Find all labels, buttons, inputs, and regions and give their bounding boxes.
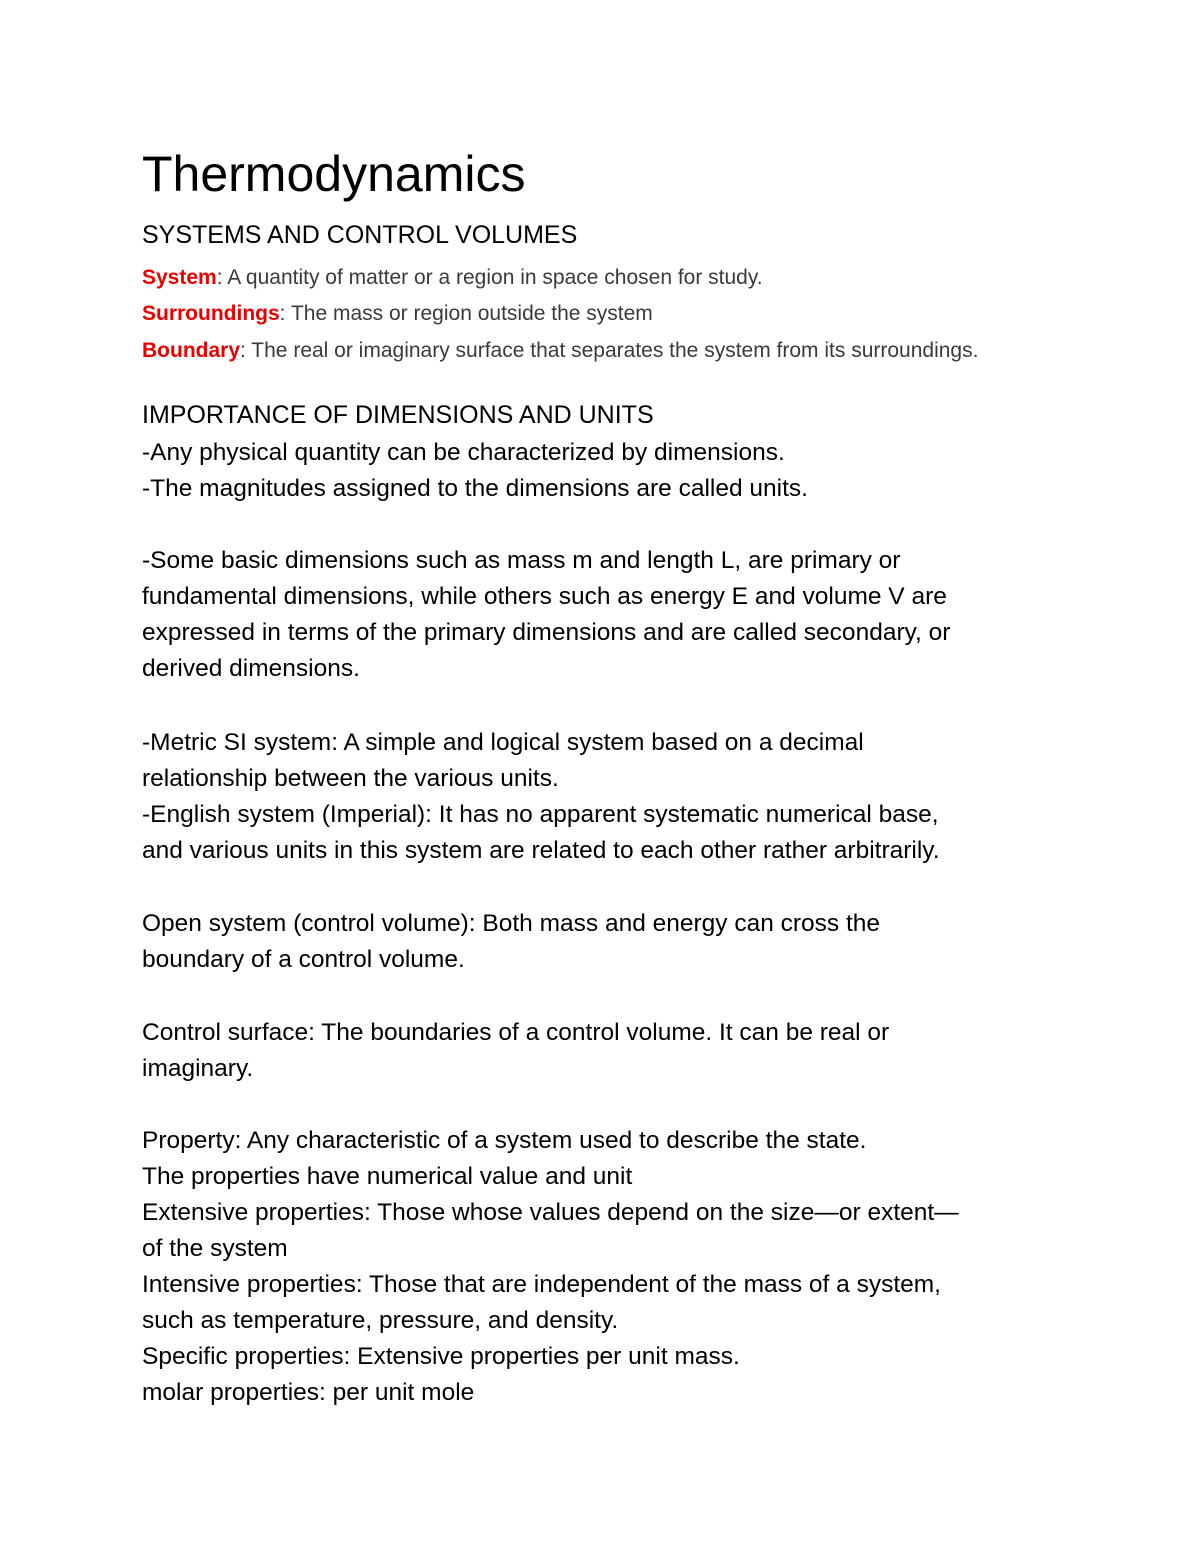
paragraph-open-system bbox=[142, 906, 1082, 978]
text-line: boundary of a control volume. bbox=[142, 946, 465, 973]
definition-surroundings bbox=[142, 302, 1002, 326]
definition-text: : A quantity of matter or a region in space chosen for study. bbox=[216, 266, 763, 289]
text-line: Open system (control volume): Both mass and energy can cross the bbox=[142, 910, 881, 937]
paragraph-unit-systems bbox=[142, 725, 1082, 869]
definition-term: System bbox=[142, 266, 217, 289]
text-line: derived dimensions. bbox=[142, 655, 360, 682]
text-line: Intensive properties: Those that are independent of the mass of a system, bbox=[142, 1271, 941, 1298]
text-line: Control surface: The boundaries of a control volume. It can be real or bbox=[142, 1019, 890, 1046]
section-heading-systems: SYSTEMS AND CONTROL VOLUMES bbox=[142, 221, 578, 249]
text-line: -Any physical quantity can be characterized by dimensions. bbox=[142, 439, 785, 466]
text-line: -Metric SI system: A simple and logical system based on a decimal bbox=[142, 729, 864, 756]
text-line: and various units in this system are related to each other rather arbitrarily. bbox=[142, 837, 940, 864]
text-line: imaginary. bbox=[142, 1055, 254, 1082]
text-line: Specific properties: Extensive properties per unit mass. bbox=[142, 1343, 740, 1370]
definition-term: Boundary bbox=[142, 339, 241, 362]
text-line: -English system (Imperial): It has no apparent systematic numerical base, bbox=[142, 801, 939, 828]
section-heading-dimensions: IMPORTANCE OF DIMENSIONS AND UNITS bbox=[142, 401, 654, 429]
text-line: expressed in terms of the primary dimensions and are called secondary, or bbox=[142, 619, 951, 646]
text-line: molar properties: per unit mole bbox=[142, 1379, 475, 1406]
text-line: fundamental dimensions, while others such as energy E and volume V are bbox=[142, 583, 947, 610]
definition-text: : The real or imaginary surface that separates the system from its surroundings. bbox=[240, 339, 979, 362]
document-title: Thermodynamics bbox=[142, 146, 526, 202]
paragraph-dimensions-intro bbox=[142, 435, 1082, 507]
text-line: The properties have numerical value and unit bbox=[142, 1163, 633, 1190]
definition-term: Surroundings bbox=[142, 302, 280, 325]
definition-boundary bbox=[142, 339, 1002, 363]
paragraph-basic-dimensions bbox=[142, 543, 1082, 687]
definition-system bbox=[142, 266, 1002, 290]
text-line: of the system bbox=[142, 1235, 288, 1262]
text-line: such as temperature, pressure, and density. bbox=[142, 1307, 619, 1334]
text-line: -The magnitudes assigned to the dimensions are called units. bbox=[142, 475, 808, 502]
paragraph-properties bbox=[142, 1123, 1082, 1411]
text-line: Extensive properties: Those whose values depend on the size—or extent— bbox=[142, 1199, 959, 1226]
text-line: -Some basic dimensions such as mass m and length L, are primary or bbox=[142, 547, 901, 574]
paragraph-control-surface bbox=[142, 1015, 1082, 1087]
text-line: Property: Any characteristic of a system used to describe the state. bbox=[142, 1127, 867, 1154]
definition-text: : The mass or region outside the system bbox=[279, 302, 653, 325]
text-line: relationship between the various units. bbox=[142, 765, 559, 792]
